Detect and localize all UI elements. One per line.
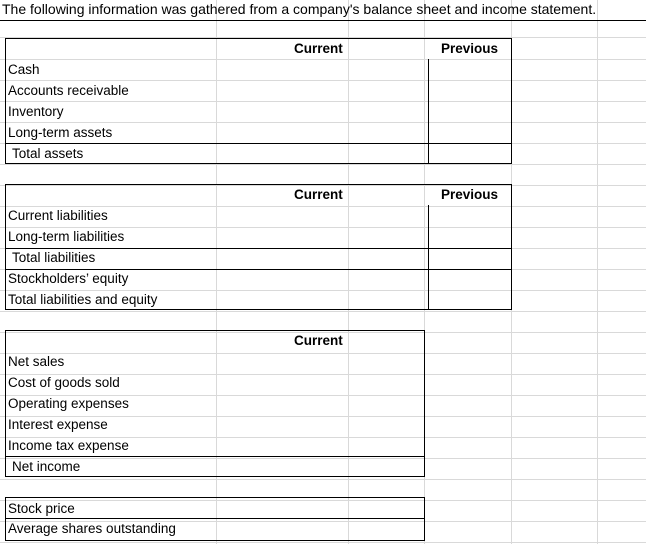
row-label-long-term-liabilities: Long-term liabilities (8, 229, 125, 244)
row-label-total-liabilities: Total liabilities (12, 250, 96, 265)
row-label-current-liabilities: Current liabilities (8, 208, 108, 223)
row-label-inventory: Inventory (8, 104, 64, 119)
row-label-stockholders-equity: Stockholders’ equity (8, 271, 129, 286)
column-header-previous: Previous (441, 187, 499, 202)
stock-right-edge (424, 518, 425, 540)
column-header-current: Current (294, 41, 343, 56)
grid-row-line (0, 311, 646, 312)
row-label-cost-of-goods-sold: Cost of goods sold (8, 375, 120, 390)
row-label-interest-expense: Interest expense (8, 417, 108, 432)
column-header-current: Current (294, 187, 343, 202)
row-label-operating-expenses: Operating expenses (8, 396, 129, 411)
row-label-net-sales: Net sales (8, 354, 65, 369)
row-label-long-term-assets: Long-term assets (8, 125, 113, 140)
row-label-total-liabilities-and-equity: Total liabilities and equity (8, 292, 158, 307)
row-label-income-tax-expense: Income tax expense (8, 438, 129, 453)
grid-row-line (0, 542, 646, 543)
grid-row-line (0, 164, 646, 165)
row-label-average-shares-outstanding: Average shares outstanding (8, 521, 176, 536)
row-label-cash: Cash (8, 62, 40, 77)
column-header-current: Current (294, 333, 343, 348)
row-label-stock-price: Stock price (8, 501, 75, 516)
row-label-accounts-receivable: Accounts receivable (8, 83, 129, 98)
grid-column-line (597, 0, 598, 544)
grid-row-line (0, 479, 646, 480)
assets-column-divider (428, 59, 429, 163)
column-header-previous: Previous (441, 41, 499, 56)
liabilities-column-divider (428, 205, 429, 309)
row-label-total-assets: Total assets (12, 146, 84, 161)
page-title: The following information was gathered from a company's balance sheet and income statement. (2, 1, 597, 17)
row-label-net-income: Net income (12, 459, 81, 474)
